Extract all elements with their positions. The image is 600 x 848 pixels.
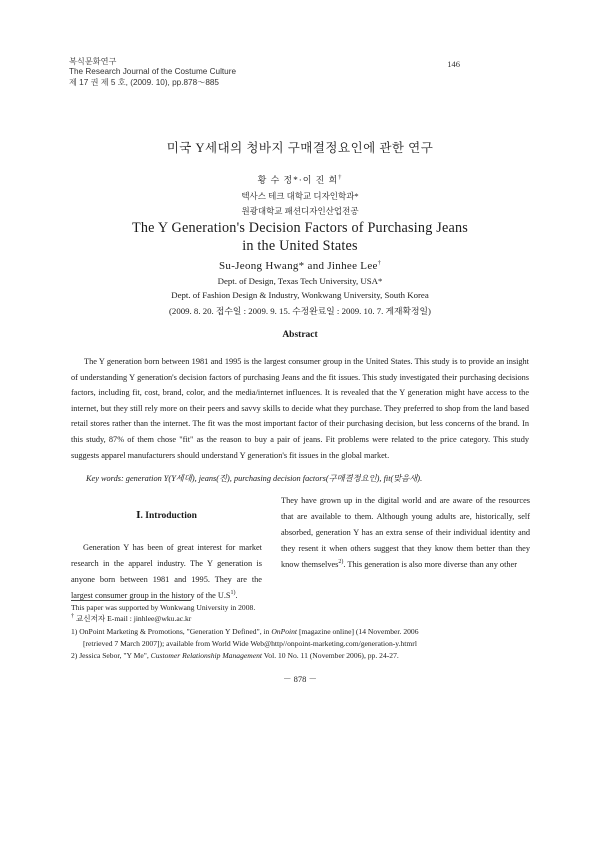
title-en-line-2: in the United States xyxy=(242,238,358,254)
affiliation-ko-1: 텍사스 테크 대학교 디자인학과* xyxy=(241,191,359,201)
title-en-line-1: The Y Generation's Decision Factors of Purchasing Jeans xyxy=(132,220,468,236)
footer-page-number: － 878 － xyxy=(282,674,317,684)
footnote-2 xyxy=(71,651,399,662)
title-ko: 미국 Y세대의 청바지 구매결정요인에 관한 연구 xyxy=(166,141,434,155)
footnote-1-italic: OnPoint xyxy=(271,627,298,636)
intro-right-column xyxy=(281,493,530,573)
authors-en xyxy=(0,260,600,272)
affiliation-ko-2: 원광대학교 패션디자인산업전공 xyxy=(241,206,359,216)
intro-left-column xyxy=(71,540,262,604)
keywords: Key words: generation Y(Y세대), jeans(진), purchasing decision factors(구매결정요인), fit(맞음새). xyxy=(86,474,423,483)
ref-1: 1) xyxy=(230,589,236,596)
page-number: 146 xyxy=(447,59,460,69)
footnote-corresponding xyxy=(71,614,191,625)
footnote-corr-text: 교신저자 E-mail : jinhlee@wku.ac.kr xyxy=(75,614,192,623)
section-heading: Ⅰ. Introduction xyxy=(136,511,197,521)
ref-2: 2) xyxy=(338,558,344,565)
intro-right-text-b: . This generation is also more diverse than any other xyxy=(343,559,517,569)
footnote-1 xyxy=(71,627,419,638)
abstract-heading: Abstract xyxy=(282,330,318,340)
journal-volume: 제 17 권 제 5 호, (2009. 10), pp.878～885 xyxy=(69,77,219,87)
authors-ko-names: 황 수 정*·이 진 희 xyxy=(257,175,339,185)
affiliation-en-2: Dept. of Fashion Design & Industry, Wonkwang University, South Korea xyxy=(171,290,429,300)
authors-en-names: Su-Jeong Hwang* and Jinhee Lee xyxy=(219,260,378,272)
affiliation-en-1: Dept. of Design, Texas Tech University, USA* xyxy=(217,276,383,286)
footnote-1-text-a: 1) OnPoint Marketing & Promotions, "Generation Y Defined", in xyxy=(71,627,272,636)
authors-ko xyxy=(0,173,600,186)
footnote-support: This paper was supported by Wonkwang University in 2008. xyxy=(71,603,256,612)
footnote-2-text-a: 2) Jessica Sebor, "Y Me", xyxy=(71,651,151,660)
footnote-divider xyxy=(71,600,191,601)
corresponding-mark-en: † xyxy=(377,260,381,267)
journal-name-ko: 복식문화연구 xyxy=(69,57,117,66)
footnote-2-italic: Customer Relationship Management xyxy=(150,651,263,660)
submission-dates: (2009. 8. 20. 접수일 : 2009. 9. 15. 수정완료일 : 2009. 10. 7. 게재확정일) xyxy=(169,306,431,316)
footnote-corr-mark: † xyxy=(71,613,74,620)
abstract-text: The Y generation born between 1981 and 1995 is the largest consumer group in the United States. This study is to provide an insight of understanding Y generation's decision factors of purchasing Jeans and the fit issues. This study investigated their purchasing decisions factors, including fit, cost, brand, color, and the media/internet influences. It is revealed that the Y generation might have access to the internet, but they still rely more on their peers and savvy skills to decide what they purchase. They preferred to shop from the land based retail stores rather than the internet. The fit was the most important factor of their purchasing decision, but less concerns of the brand. In this study, 87% of them chose "fit" as the reason to buy a pair of jeans. Fit problems were related to the price category. This study suggests apparel manufacturers should understand Y generation's fit issues in the global market. xyxy=(71,357,529,460)
footnote-1-line-2: [retrieved 7 March 2007]); available from World Wide Web@http//onpoint-marketing.com/generation-y.htmrl xyxy=(83,639,417,648)
intro-right-text-a: They have grown up in the digital world and are aware of the resources that are available to them. Although young adults are, historically, self absorbed, generation Y has an extra sense of their individual identity and they resent it when others suggest that they know them better than they know themselves xyxy=(281,496,530,569)
journal-header xyxy=(69,57,236,88)
intro-left-end: . xyxy=(235,590,238,600)
footnote-1-text-b: [magazine online] (14 November. 2006 xyxy=(297,627,419,636)
title-en xyxy=(0,219,600,255)
intro-left-text: Generation Y has been of great interest for market research in the apparel industry. The Y generation is anyone born between 1981 and 1995. They are the largest consumer group in the history of the U.S xyxy=(71,543,262,600)
footnote-2-text-b: Vol. 10 No. 11 (November 2006), pp. 24-27. xyxy=(262,651,399,660)
journal-name-en: The Research Journal of the Costume Culture xyxy=(69,67,237,77)
corresponding-mark: † xyxy=(338,175,343,181)
